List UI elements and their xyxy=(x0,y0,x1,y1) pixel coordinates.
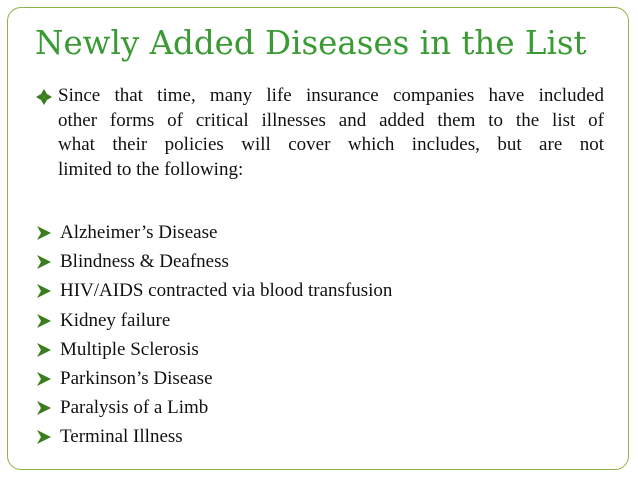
disease-list xyxy=(34,218,392,452)
intro-line-2: other forms of critical illnesses and added them to the list of xyxy=(58,109,604,131)
list-item: Multiple Sclerosis xyxy=(34,335,392,364)
intro-paragraph xyxy=(34,84,604,182)
intro-line-3: what their policies will cover which includes, but are not xyxy=(58,134,604,155)
list-item: Terminal Illness xyxy=(34,422,392,451)
list-item: HIV/AIDS contracted via blood transfusion xyxy=(34,276,392,305)
list-item: Alzheimer’s Disease xyxy=(34,218,392,247)
arrow-bullet-icon xyxy=(36,400,52,416)
list-item: Kidney failure xyxy=(34,306,392,335)
slide-title: Newly Added Diseases in the List xyxy=(35,24,587,62)
arrow-bullet-icon xyxy=(36,429,52,445)
arrow-bullet-icon xyxy=(36,254,52,270)
arrow-bullet-icon xyxy=(36,225,52,241)
arrow-bullet-icon xyxy=(36,313,52,329)
diamond-bullet-icon xyxy=(35,88,53,106)
arrow-bullet-icon xyxy=(36,342,52,358)
intro-line-4: limited to the following: xyxy=(58,158,244,180)
intro-line-1: Since that time, many life insurance companies have included xyxy=(34,84,604,109)
list-item: Parkinson’s Disease xyxy=(34,364,392,393)
list-item: Paralysis of a Limb xyxy=(34,393,392,422)
arrow-bullet-icon xyxy=(36,283,52,299)
list-item: Blindness & Deafness xyxy=(34,247,392,276)
arrow-bullet-icon xyxy=(36,371,52,387)
